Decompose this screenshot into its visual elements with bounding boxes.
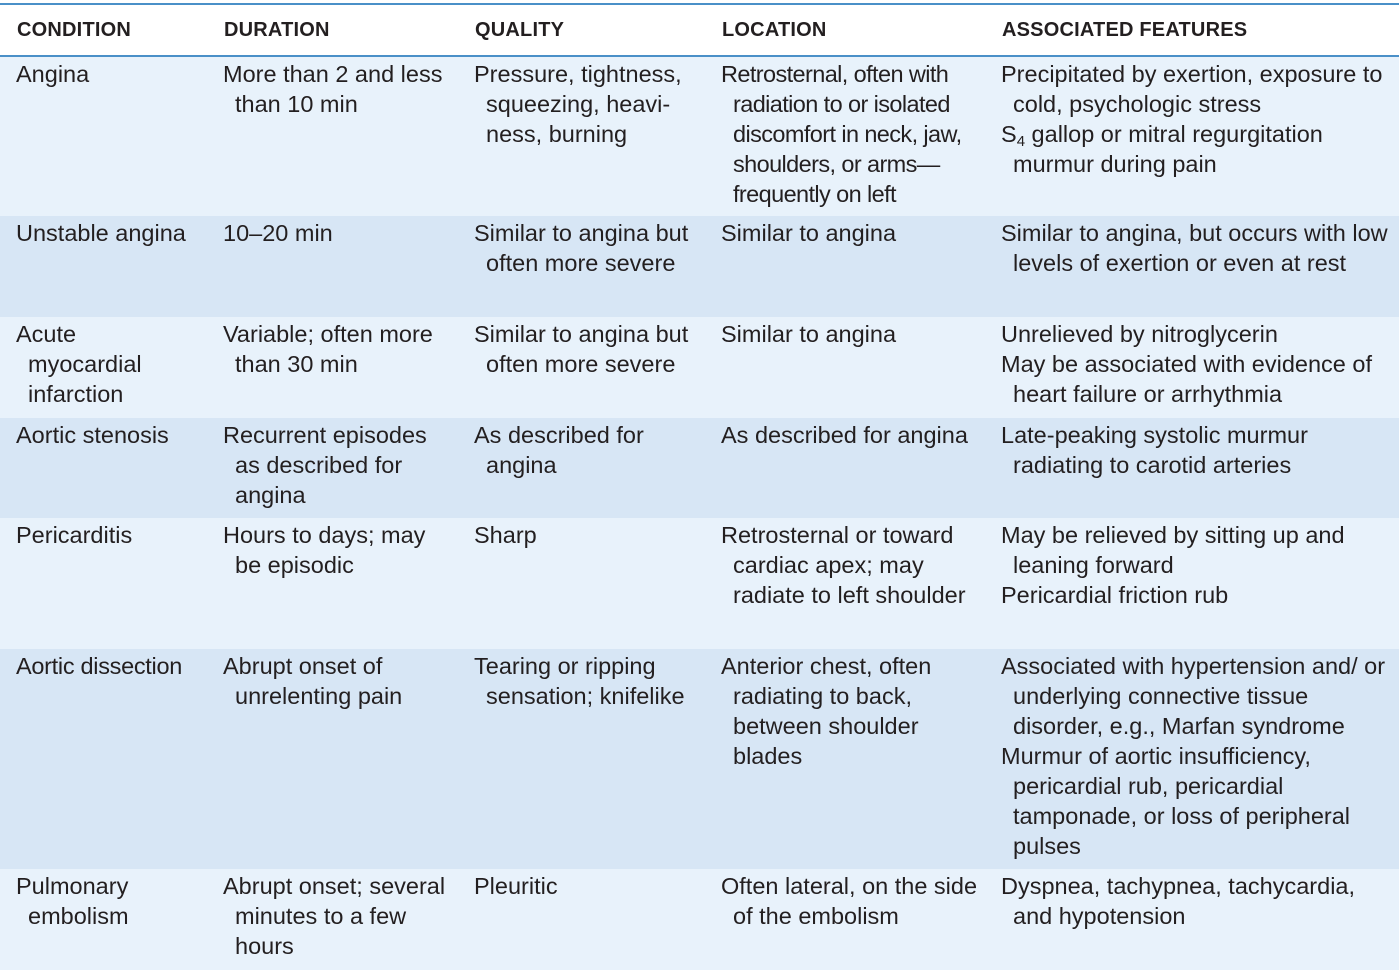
cell-text: Pericarditis	[16, 522, 133, 548]
cell-condition	[0, 216, 207, 317]
cell-location	[705, 649, 985, 869]
cell-text: More than 2 and less than 10 min	[223, 61, 443, 117]
cell-features	[985, 216, 1399, 317]
cell-text: Murmur of aortic insufficiency, pericardial rub, pericardial tamponade, or loss of peripheral pulses	[1001, 743, 1351, 859]
cell-condition	[0, 317, 207, 418]
cell-condition	[0, 518, 207, 649]
cell-features	[985, 869, 1399, 970]
cell-features	[985, 418, 1399, 518]
cell-quality	[458, 649, 705, 869]
cell-text: Hours to days; may be episodic	[223, 522, 426, 578]
s4-feature-text	[1001, 119, 1393, 179]
cell-text: Angina	[16, 61, 90, 87]
cell-location	[705, 418, 985, 518]
cell-text: Pulmonary embolism	[16, 873, 129, 929]
cell-features	[985, 518, 1399, 649]
cell-text: Retrosternal or toward cardiac apex; may radiate to left shoulder	[721, 522, 966, 608]
cell-features	[985, 317, 1399, 418]
cell-location	[705, 216, 985, 317]
cell-text: Pericardial friction rub	[1001, 582, 1229, 608]
cell-text: Associated with hypertension and/ or underlying connective tissue disorder, e.g., Marfan syndrome	[1001, 653, 1386, 739]
chest-pain-table	[0, 5, 1399, 970]
cell-text: Recurrent episodes as described for angina	[223, 422, 427, 508]
s4-subscript: 4	[1016, 133, 1026, 150]
header-location: LOCATION	[705, 5, 985, 56]
cell-text: As described for angina	[474, 422, 644, 478]
cell-text: Pressure, tightness, squeezing, heavi-ness, burning	[474, 61, 682, 147]
s4-feature-rest: gallop or mitral regurgitation murmur during pain	[1013, 121, 1323, 177]
cell-condition	[0, 869, 207, 970]
table-row	[0, 649, 1399, 869]
table-header-row	[0, 5, 1399, 56]
cell-text: Similar to angina	[721, 321, 897, 347]
table-row	[0, 869, 1399, 970]
cell-text: Abrupt onset of unrelenting pain	[223, 653, 403, 709]
cell-duration	[207, 317, 458, 418]
cell-quality	[458, 317, 705, 418]
cell-text: Similar to angina but often more severe	[474, 220, 689, 276]
cell-text: Variable; often more than 30 min	[223, 321, 433, 377]
cell-quality	[458, 56, 705, 216]
cell-condition	[0, 418, 207, 518]
cell-features	[985, 649, 1399, 869]
cell-quality	[458, 216, 705, 317]
cell-text: Similar to angina	[721, 220, 897, 246]
cell-duration	[207, 518, 458, 649]
cell-location	[705, 518, 985, 649]
table-row	[0, 216, 1399, 317]
cell-text: Aortic dissection	[16, 653, 182, 679]
cell-text: Sharp	[474, 522, 537, 548]
cell-text: Anterior chest, often radiating to back, between shoulder blades	[721, 653, 932, 769]
cell-text: Dyspnea, tachypnea, tachycardia, and hypotension	[1001, 873, 1356, 929]
cell-text: May be associated with evidence of heart failure or arrhythmia	[1001, 351, 1372, 407]
cell-duration	[207, 216, 458, 317]
cell-text: As described for angina	[721, 422, 968, 448]
cell-text: Precipitated by exertion, exposure to cold, psychologic stress	[1001, 61, 1383, 117]
cell-text: Similar to angina, but occurs with low levels of exertion or even at rest	[1001, 220, 1388, 276]
table-row	[0, 418, 1399, 518]
cell-text: Acute myocardial infarction	[16, 321, 142, 407]
cell-text: Tearing or ripping sensation; knifelike	[474, 653, 685, 709]
table-row	[0, 317, 1399, 418]
cell-duration	[207, 869, 458, 970]
cell-condition	[0, 649, 207, 869]
cell-text: Late-peaking systolic murmur radiating to carotid arteries	[1001, 422, 1308, 478]
cell-text: Unrelieved by nitroglycerin	[1001, 321, 1278, 347]
cell-text: Aortic stenosis	[16, 422, 169, 448]
cell-text: Pleuritic	[474, 873, 558, 899]
s4-symbol: S	[1001, 121, 1017, 147]
cell-features	[985, 56, 1399, 216]
cell-text: Often lateral, on the side of the embolism	[721, 873, 978, 929]
cell-text: 10–20 min	[223, 220, 333, 246]
cell-location	[705, 317, 985, 418]
cell-text: May be relieved by sitting up and leaning forward	[1001, 522, 1345, 578]
cell-duration	[207, 418, 458, 518]
cell-quality	[458, 518, 705, 649]
cell-text: Unstable angina	[16, 220, 186, 246]
cell-location	[705, 56, 985, 216]
cell-quality	[458, 418, 705, 518]
header-condition: CONDITION	[0, 5, 207, 56]
header-associated-features: ASSOCIATED FEATURES	[985, 5, 1399, 56]
cell-condition	[0, 56, 207, 216]
table-row	[0, 518, 1399, 649]
cell-duration	[207, 649, 458, 869]
cell-text: Retrosternal, often with radiation to or isolated discomfort in neck, jaw, shoulders, or arms—frequently on left	[721, 61, 962, 207]
cell-location	[705, 869, 985, 970]
cell-quality	[458, 869, 705, 970]
header-duration: DURATION	[207, 5, 458, 56]
cell-duration	[207, 56, 458, 216]
cell-text: Similar to angina but often more severe	[474, 321, 689, 377]
cell-text: Abrupt onset; several minutes to a few hours	[223, 873, 446, 959]
table-row	[0, 56, 1399, 216]
header-quality: QUALITY	[458, 5, 705, 56]
